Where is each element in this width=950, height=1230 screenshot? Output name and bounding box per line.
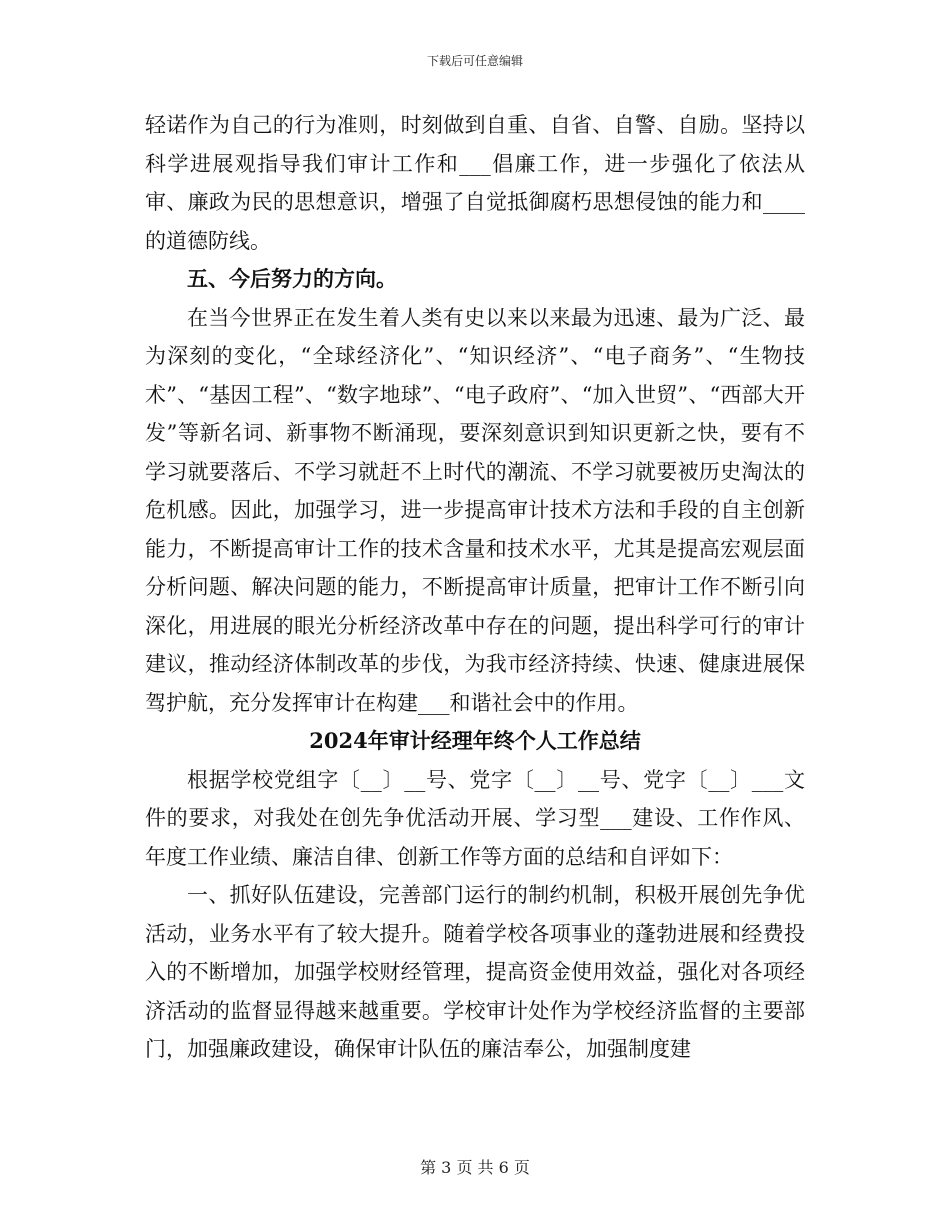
page-header-note: 下载后可任意编辑 — [426, 54, 523, 68]
section-heading-5: 五、今后努力的方向。 — [187, 266, 397, 291]
document-body — [145, 106, 805, 1069]
paragraph-intro: 根据学校党组字〔__〕__号、党字〔__〕__号、党字〔__〕___文件的要求，对我处在创先争优活动开展、学习型___建设、工作作风、年度工作业绩、廉洁自律、创新工作等方面的总结和自评如下： — [145, 767, 805, 869]
page-number: 第 3 页 共 6 页 — [420, 1158, 530, 1177]
paragraph-future-direction: 在当今世界正在发生着人类有史以来以来最为迅速、最为广泛、最为深刻的变化，“全球经济化”、“知识经济”、“电子商务”、“生物技术”、“基因工程”、“数字地球”、“电子政府”、“加入世贸”、“西部大开发”等新名词、新事物不断涌现，要深刻意识到知识更新之快，要有不学习就要落后、不学习就赶不上时代的潮流、不学习就要被历史淘汰的危机感。因此，加强学习，进一步提高审计技术方法和手段的自主创新能力，不断提高审计工作的技术含量和技术水平，尤其是提高宏观层面分析问题、解决问题的能力，不断提高审计质量，把审计工作不断引向深化，用进展的眼光分析经济改革中存在的问题，提出科学可行的审计建议，推动经济体制改革的步伐，为我市经济持续、快速、健康进展保驾护航，充分发挥审计在构建___和谐社会中的作用。 — [145, 305, 805, 715]
document-title: 2024年审计经理年终个人工作总结 — [309, 728, 641, 753]
paragraph-team-building: 一、抓好队伍建设，完善部门运行的制约机制，积极开展创先争优活动，业务水平有了较大提升。随着学校各项事业的蓬勃进展和经费投入的不断增加，加强学校财经管理，提高资金使用效益，强化对各项经济活动的监督显得越来越重要。学校审计处作为学校经济监督的主要部门，加强廉政建设，确保审计队伍的廉洁奉公，加强制度建 — [145, 883, 805, 1061]
paragraph-continued: 轻诺作为自己的行为准则，时刻做到自重、自省、自警、自励。坚持以科学进展观指导我们审计工作和___倡廉工作，进一步强化了依法从审、廉政为民的思想意识，增强了自觉抵御腐朽思想侵蚀的能力和____的道德防线。 — [145, 113, 805, 253]
